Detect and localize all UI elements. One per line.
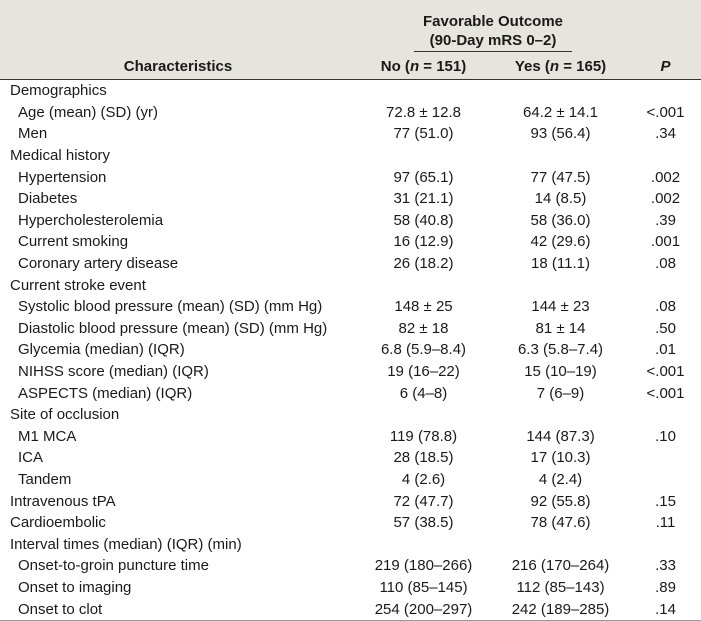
cell-no: 6 (4–8) (399, 384, 448, 402)
group-header-title: Favorable Outcome (356, 0, 630, 32)
cell-yes: 78 (47.6) (530, 514, 591, 532)
table-row (0, 382, 701, 404)
cell-p: .11 (655, 514, 676, 532)
cell-no: 72 (47.7) (393, 492, 454, 510)
cell-p: <.001 (646, 103, 685, 121)
cell-yes (491, 80, 630, 102)
table-row (0, 274, 701, 296)
cell-yes (491, 533, 630, 555)
table-row (0, 512, 701, 534)
cell-p (630, 447, 701, 469)
row-label: Hypertension (18, 168, 107, 186)
cell-yes: 77 (47.5) (530, 168, 591, 186)
row-label: Age (mean) (SD) (yr) (18, 103, 159, 121)
group-header-subtitle: (90-Day mRS 0–2) (414, 32, 573, 52)
cell-yes: 6.3 (5.8–7.4) (517, 341, 604, 359)
table-header (0, 0, 701, 80)
cell-p: .01 (655, 341, 676, 359)
cell-no (356, 533, 491, 555)
cell-yes: 81 ± 14 (535, 319, 586, 337)
table-row (0, 447, 701, 469)
table-row (0, 253, 701, 275)
table-row (0, 490, 701, 512)
cell-p: <.001 (646, 363, 685, 381)
cell-yes: 93 (56.4) (530, 125, 591, 143)
cell-p (630, 533, 701, 555)
row-label: Cardioembolic (10, 514, 106, 532)
row-label: Onset to clot (0, 598, 356, 620)
column-header-characteristics: Characteristics (0, 54, 356, 80)
cell-p: .001 (650, 233, 681, 251)
table-row (0, 318, 701, 340)
row-label: Coronary artery disease (18, 255, 179, 273)
cell-yes: 58 (36.0) (530, 211, 591, 229)
column-header-no: No (n = 151) (356, 54, 491, 80)
row-label: ICA (18, 449, 44, 467)
table-row (0, 404, 701, 426)
cell-p: .39 (655, 211, 676, 229)
cell-no: 219 (180–266) (374, 557, 473, 575)
row-label: M1 MCA (18, 427, 77, 445)
cell-yes: 112 (85–143) (516, 578, 605, 596)
table-row (0, 123, 701, 145)
row-label: Men (18, 125, 48, 143)
cell-p (630, 404, 701, 426)
cell-no: 19 (16–22) (387, 363, 460, 381)
cell-p: <.001 (646, 384, 685, 402)
cell-p: .89 (655, 578, 676, 596)
cell-p (630, 274, 701, 296)
cell-no: 28 (18.5) (393, 449, 454, 467)
cell-yes: 17 (10.3) (530, 449, 591, 467)
row-label: Medical history (10, 147, 111, 165)
cell-p (630, 145, 701, 167)
cell-p (630, 469, 701, 491)
table-row (0, 166, 701, 188)
table-row (0, 426, 701, 448)
cell-no (356, 274, 491, 296)
cell-p: .002 (650, 168, 681, 186)
table-body (0, 80, 701, 621)
cell-yes: 92 (55.8) (530, 492, 591, 510)
cell-no: 57 (38.5) (393, 514, 454, 532)
cell-no: 58 (40.8) (393, 211, 454, 229)
cell-no: 16 (12.9) (393, 233, 454, 251)
cell-yes: 144 ± 23 (531, 298, 590, 316)
row-label: Demographics (10, 82, 107, 100)
table-row (0, 555, 701, 577)
cell-no: 31 (21.1) (393, 190, 454, 208)
cell-no: 6.8 (5.9–8.4) (380, 341, 467, 359)
cell-no: 82 ± 18 (398, 319, 449, 337)
row-label: Glycemia (median) (IQR) (18, 341, 185, 359)
table-row (0, 339, 701, 361)
cell-no: 119 (78.8) (389, 427, 458, 445)
table-row (0, 102, 701, 124)
cell-yes: 4 (2.4) (538, 470, 583, 488)
table-row (0, 533, 701, 555)
cell-p: .14 (630, 598, 701, 620)
cell-yes: 18 (11.1) (531, 255, 590, 273)
row-label: Onset to imaging (18, 578, 132, 596)
cell-yes: 15 (10–19) (524, 363, 597, 381)
row-label: Diabetes (18, 190, 78, 208)
row-label: Onset-to-groin puncture time (18, 557, 209, 575)
table-row (0, 231, 701, 253)
column-header-yes: Yes (n = 165) (491, 54, 630, 80)
cell-no: 148 ± 25 (394, 298, 453, 316)
cell-p: .002 (650, 190, 681, 208)
cell-yes (491, 274, 630, 296)
cell-yes (491, 404, 630, 426)
cell-p: .34 (655, 125, 676, 143)
cell-p: .08 (655, 298, 676, 316)
table-row (0, 210, 701, 232)
row-label: Tandem (18, 470, 72, 488)
cell-no: 72.8 ± 12.8 (386, 103, 461, 121)
cell-p: .50 (655, 319, 676, 337)
cell-p: .15 (655, 492, 676, 510)
cell-no (356, 404, 491, 426)
row-label: NIHSS score (median) (IQR) (18, 363, 209, 381)
row-label: Diastolic blood pressure (mean) (SD) (mm Hg) (18, 319, 328, 337)
table-row (0, 145, 701, 167)
table-row (0, 361, 701, 383)
row-label: Hypercholesterolemia (18, 211, 164, 229)
cell-yes: 144 (87.3) (526, 427, 595, 445)
cell-p (630, 80, 701, 102)
row-label: Systolic blood pressure (mean) (SD) (mm Hg) (18, 298, 323, 316)
cell-p: .10 (655, 427, 676, 445)
cell-yes: 7 (6–9) (536, 384, 585, 402)
row-label: Current stroke event (10, 276, 146, 294)
cell-yes: 42 (29.6) (530, 233, 591, 251)
column-header-p: P (630, 54, 701, 80)
cell-yes (491, 145, 630, 167)
cell-no: 4 (2.6) (401, 470, 446, 488)
row-label: Current smoking (18, 233, 129, 251)
cell-no: 110 (85–145) (379, 578, 468, 596)
cell-no: 254 (200–297) (356, 598, 491, 620)
cell-yes: 216 (170–264) (511, 557, 610, 575)
row-label: ASPECTS (median) (IQR) (18, 384, 193, 402)
header-blank (0, 0, 356, 32)
cell-no (356, 145, 491, 167)
table-row (0, 598, 701, 620)
cell-yes: 242 (189–285) (491, 598, 630, 620)
cell-p: .08 (655, 255, 676, 273)
table-row (0, 80, 701, 102)
row-label: Site of occlusion (10, 406, 120, 424)
row-label: Interval times (median) (IQR) (min) (10, 535, 242, 553)
row-label: Intravenous tPA (10, 492, 116, 510)
table-row (0, 577, 701, 599)
cell-no: 77 (51.0) (393, 125, 454, 143)
table-row (0, 469, 701, 491)
cell-no: 97 (65.1) (393, 168, 454, 186)
cell-yes: 14 (8.5) (534, 190, 587, 208)
cell-no (356, 80, 491, 102)
cell-no: 26 (18.2) (393, 255, 454, 273)
cell-p: .33 (655, 557, 676, 575)
cell-yes: 64.2 ± 14.1 (523, 103, 598, 121)
table-row (0, 296, 701, 318)
table-row (0, 188, 701, 210)
